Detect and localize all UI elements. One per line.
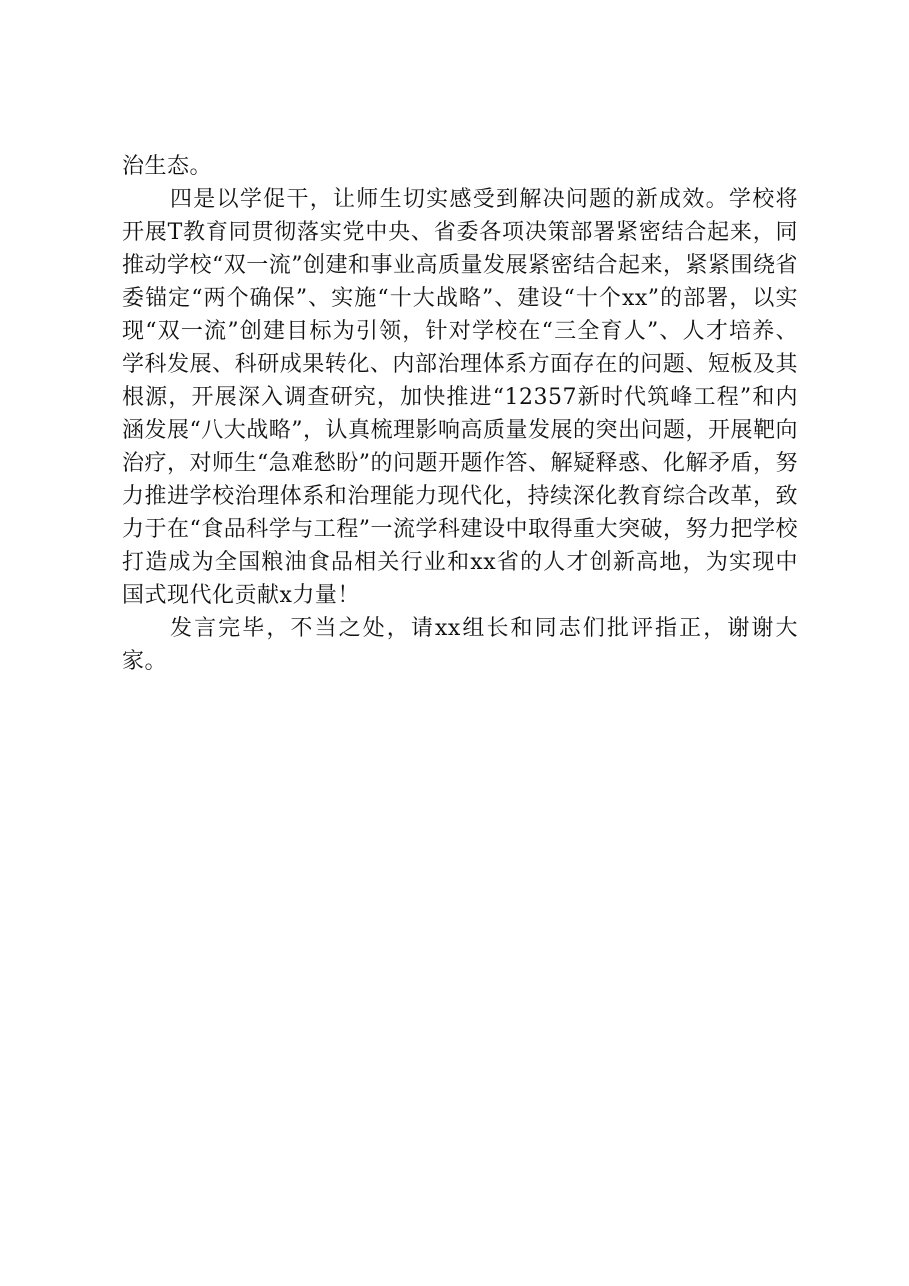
paragraph-continuation: 治生态。 — [122, 154, 213, 179]
document-body — [122, 150, 798, 678]
paragraph-point-four: 四是以学促干，让师生切实感受到解决问题的新成效。学校将开展T教育同贯彻落实党中央、省委各项决策部署紧密结合起来，同推动学校“双一流”创建和事业高质量发展紧密结合起来，紧紧围绕省委锚定“两个确保”、实施“十大战略”、建设“十个xx”的部署，以实现“双一流”创建目标为引领，针对学校在“三全育人”、人才培养、学科发展、科研成果转化、内部治理体系方面存在的问题、短板及其根源，开展深入调查研究，加快推进“12357新时代筑峰工程”和内涵发展“八大战略”，认真梳理影响高质量发展的突出问题，开展靶向治疗，对师生“急难愁盼”的问题开题作答、解疑释惑、化解矛盾，努力推进学校治理体系和治理能力现代化，持续深化教育综合改革，致力于在“食品科学与工程”一流学科建设中取得重大突破，努力把学校打造成为全国粮油食品相关行业和xx省的人才创新高地，为实现中国式现代化贡献x力量！ — [122, 187, 798, 608]
paragraph-closing: 发言完毕，不当之处，请xx组长和同志们批评指正，谢谢大家。 — [122, 616, 798, 674]
